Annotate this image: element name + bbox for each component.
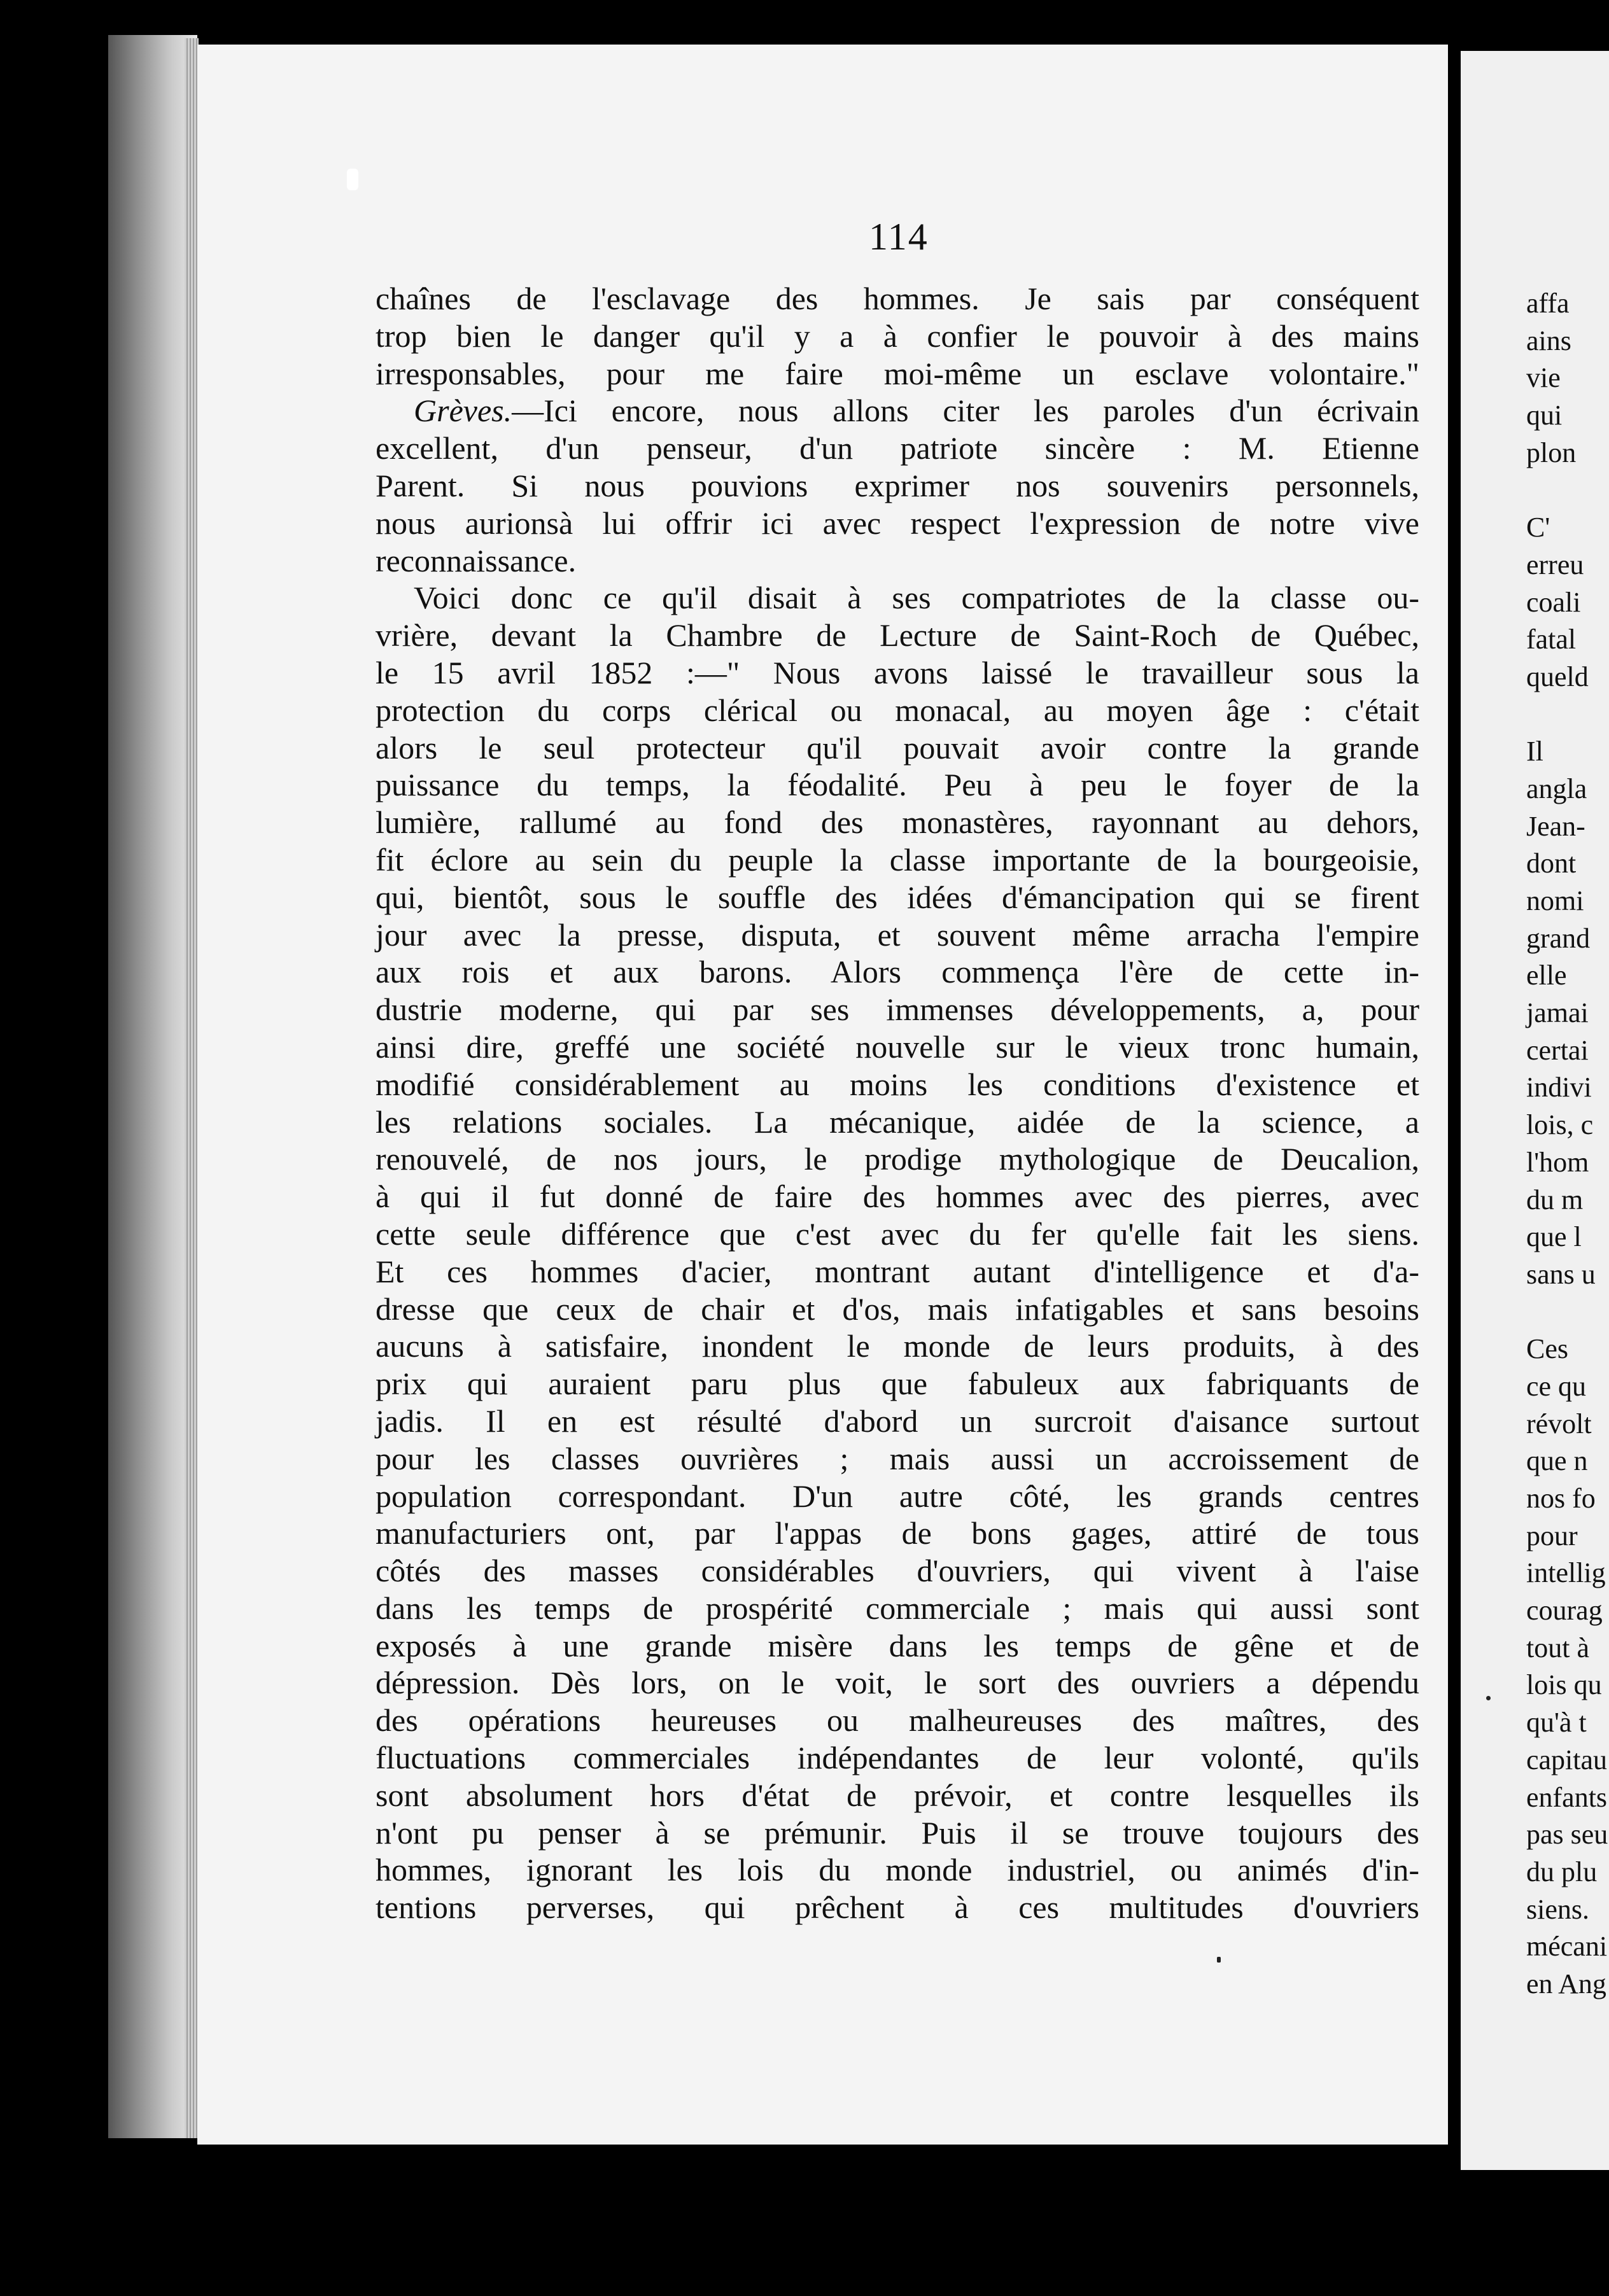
text-line: modifié considérablement au moins les conditions d'existence et: [376, 1066, 1419, 1102]
text-line: aucuns à satisfaire, inondent le monde de leurs produits, à des: [376, 1328, 1419, 1364]
right-text-line: tout à: [1526, 1632, 1589, 1663]
right-text-line: que n: [1526, 1445, 1588, 1477]
text-line: hommes, ignorant les lois du monde industriel, ou animés d'in-: [376, 1852, 1419, 1888]
text-line: aux rois et aux barons. Alors commença l'ère de cette in-: [376, 954, 1419, 990]
text-line: dans les temps de prospérité commerciale ; mais qui aussi sont: [376, 1590, 1419, 1626]
text-line: chaînes de l'esclavage des hommes. Je sais par conséquent: [376, 281, 1419, 316]
right-text-line: [1526, 1294, 1608, 1331]
page-number: 114: [869, 216, 929, 258]
text-line: excellent, d'un penseur, d'un patriote sincère : M. Etienne: [376, 430, 1419, 466]
right-text-line: affa: [1526, 288, 1570, 319]
right-text-line: angla: [1526, 773, 1587, 804]
text-line: alors le seul protecteur qu'il pouvait avoir contre la grande: [376, 729, 1419, 766]
right-text-line: nos fo: [1526, 1483, 1596, 1514]
text-line: fluctuations commerciales indépendantes de leur volonté, qu'ils: [376, 1740, 1419, 1776]
book-gutter: [108, 35, 197, 2138]
right-text-line: certai: [1526, 1034, 1589, 1066]
right-text-line: qu'à t: [1526, 1707, 1587, 1739]
right-text-line: lois, c: [1526, 1109, 1594, 1141]
right-text-line: coali: [1526, 586, 1581, 618]
right-text-line: vie: [1526, 362, 1561, 394]
text-line: le 15 avril 1852 :—" Nous avons laissé le travailleur sous la: [376, 654, 1419, 690]
right-text-line: plon: [1526, 437, 1577, 468]
right-text-line: jamai: [1526, 997, 1589, 1029]
right-text-line: Jean-: [1526, 810, 1585, 842]
text-line: irresponsables, pour me faire moi-même un esclave volontaire.": [376, 355, 1419, 391]
text-line: dustrie moderne, qui par ses immenses développements, a, pour: [376, 991, 1419, 1028]
right-text-line: pour: [1526, 1520, 1578, 1551]
right-text-line: Ces: [1526, 1333, 1568, 1365]
page-body: [376, 280, 1419, 1926]
text-line: vrière, devant la Chambre de Lecture de Saint-Roch de Québec,: [376, 617, 1419, 654]
text-line: dépression. Dès lors, on le voit, le sort des ouvriers a dépendu: [376, 1665, 1419, 1701]
text-line: lumière, rallumé au fond des monastères, rayonnant au dehors,: [376, 804, 1419, 841]
right-text-line: que l: [1526, 1221, 1582, 1253]
text-line: tentions perverses, qui prêchent à ces multitudes d'ouvriers: [376, 1889, 1419, 1926]
text-line: à qui il fut donné de faire des hommes avec des pierres, avec: [376, 1179, 1419, 1215]
text-line: protection du corps clérical ou monacal, au moyen âge : c'était: [376, 692, 1419, 728]
right-text-line: nomi: [1526, 885, 1584, 916]
right-text-line: fatal: [1526, 624, 1577, 655]
paper-blemish: [347, 169, 358, 190]
text-line-greves: Grèves.—Ici encore, nous allons citer les paroles d'un écrivain: [414, 393, 1419, 429]
text-line: reconnaissance.: [376, 542, 577, 578]
right-text-line: courag: [1526, 1595, 1603, 1627]
text-line: ainsi dire, greffé une société nouvelle sur le vieux tronc humain,: [376, 1028, 1419, 1065]
right-text-line: [1526, 472, 1608, 509]
right-text-line: grand: [1526, 922, 1591, 954]
right-text-line: ains: [1526, 325, 1571, 356]
page-stack-edge: [185, 38, 199, 2138]
text-line: pour les classes ouvrières ; mais aussi un accroissement de: [376, 1440, 1419, 1476]
right-text-line: mécani: [1526, 1931, 1608, 1963]
right-text-line: lois qu: [1526, 1669, 1602, 1701]
text-line: Parent. Si nous pouvions exprimer nos souvenirs personnels,: [376, 467, 1419, 503]
text-line: cette seule différence que c'est avec du fer qu'elle fait les siens.: [376, 1215, 1419, 1252]
text-line: prix qui auraient paru plus que fabuleux aux fabriquants de: [376, 1366, 1419, 1402]
right-text-line: siens.: [1526, 1893, 1589, 1925]
right-text-line: qui: [1526, 400, 1563, 431]
paper-speck: [1217, 1957, 1221, 1963]
text-line: sont absolument hors d'état de prévoir, et contre lesquelles ils: [376, 1777, 1419, 1813]
paper-speck: [1486, 1696, 1491, 1700]
right-text-line: pas seu: [1526, 1819, 1608, 1851]
text-line: n'ont pu penser à se prémunir. Puis il se trouve toujours des: [376, 1814, 1419, 1851]
right-text-line: intellig: [1526, 1557, 1606, 1589]
right-text-line: elle: [1526, 960, 1567, 991]
text-line: côtés des masses considérables d'ouvriers, qui vivent à l'aise: [376, 1553, 1419, 1589]
right-text-line: Il: [1526, 736, 1543, 767]
right-text-line: [1526, 696, 1608, 734]
right-text-line: sans u: [1526, 1258, 1596, 1290]
right-text-line: indivi: [1526, 1072, 1592, 1103]
right-text-line: l'hom: [1526, 1146, 1589, 1178]
text-line: les relations sociales. La mécanique, aidée de la science, a: [376, 1103, 1419, 1140]
text-line: Voici donc ce qu'il disait à ses compatriotes de la classe ou-: [414, 580, 1419, 616]
text-line: fit éclore au sein du peuple la classe importante de la bourgeoisie,: [376, 841, 1419, 878]
text-line: Et ces hommes d'acier, montrant autant d'intelligence et d'a-: [376, 1253, 1419, 1289]
right-text-line: révolt: [1526, 1408, 1592, 1439]
text-line: qui, bientôt, sous le souffle des idées d'émancipation qui se firent: [376, 879, 1419, 915]
text-line: trop bien le danger qu'il y a à confier le pouvoir à des mains: [376, 318, 1419, 354]
right-text-line: du plu: [1526, 1856, 1598, 1887]
right-page-text: [1526, 285, 1608, 2003]
text-line: puissance du temps, la féodalité. Peu à peu le foyer de la: [376, 767, 1419, 803]
right-text-line: dont: [1526, 848, 1577, 879]
text-line: renouvelé, de nos jours, le prodige mythologique de Deucalion,: [376, 1141, 1419, 1177]
text-line: exposés à une grande misère dans les temps de gêne et de: [376, 1627, 1419, 1663]
text-line: des opérations heureuses ou malheureuses des maîtres, des: [376, 1702, 1419, 1739]
right-text-line: en Ang: [1526, 1968, 1606, 1999]
right-text-line: erreu: [1526, 549, 1584, 580]
text-line: jadis. Il en est résulté d'abord un surcroit d'aisance surtout: [376, 1403, 1419, 1439]
text-line: population correspondant. D'un autre côté, les grands centres: [376, 1478, 1419, 1514]
text-line: manufacturiers ont, par l'appas de bons gages, attiré de tous: [376, 1515, 1419, 1551]
text-line: dresse que ceux de chair et d'os, mais infatigables et sans besoins: [376, 1291, 1419, 1327]
text-line: nous aurionsà lui offrir ici avec respect l'expression de notre vive: [376, 505, 1419, 541]
right-text-line: C': [1526, 512, 1550, 543]
right-text-line: du m: [1526, 1184, 1584, 1215]
right-text-line: ce qu: [1526, 1370, 1587, 1402]
right-text-line: queld: [1526, 661, 1589, 692]
right-text-line: enfants: [1526, 1781, 1608, 1813]
section-heading-greves: Grèves.: [414, 393, 512, 429]
text-line: jour avec la presse, disputa, et souvent même arracha l'empire: [376, 916, 1419, 953]
right-text-line: capitau: [1526, 1744, 1608, 1775]
